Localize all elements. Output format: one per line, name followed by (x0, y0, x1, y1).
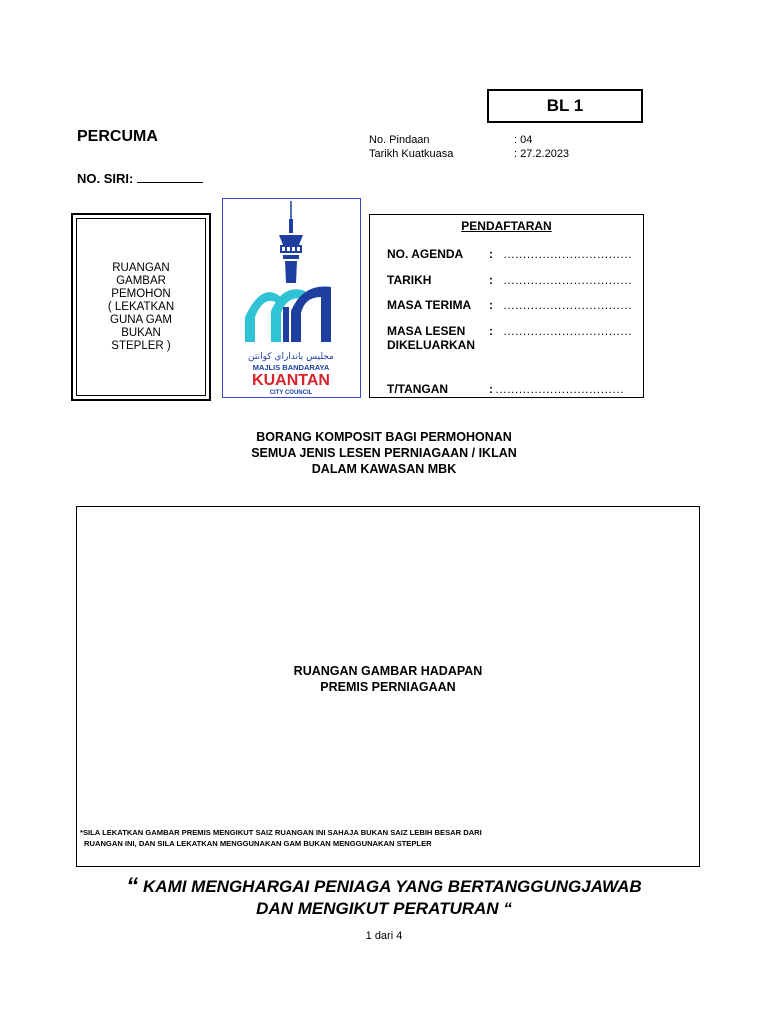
arches-icon (245, 287, 331, 343)
slogan-line2-wrap (0, 898, 768, 920)
form-heading-line3: DALAM KAWASAN MBK (311, 462, 457, 476)
logo-org-line3: CITY COUNCIL (269, 390, 313, 396)
form-code: BL 1 (546, 96, 584, 115)
registration-title: PENDAFTARAN (461, 219, 552, 233)
effective-date-value: : 27.2.2023 (514, 148, 570, 160)
applicant-photo-line: GAMBAR (116, 274, 166, 287)
amendment-label: No. Pindaan (369, 134, 430, 146)
registration-box (369, 214, 644, 398)
premises-photo-label-line1: RUANGAN GAMBAR HADAPAN (293, 664, 483, 678)
registration-blank[interactable]: …………………………… (503, 298, 632, 312)
form-heading (0, 429, 768, 477)
premises-photo-label-line2: PREMIS PERNIAGAAN (320, 680, 456, 694)
premises-photo-label (77, 663, 699, 695)
council-logo-box (222, 198, 361, 398)
free-label: PERCUMA (77, 128, 158, 145)
council-logo (223, 199, 360, 397)
tower-icon (279, 201, 303, 283)
premises-photo-note (80, 827, 482, 849)
applicant-photo-line: GUNA GAM (110, 313, 172, 326)
registration-label (387, 324, 475, 352)
slogan-line2: DAN MENGIKUT PERATURAN (256, 899, 499, 918)
amendment-value: : 04 (514, 134, 533, 146)
serial-number-label: NO. SIRI: (77, 171, 134, 186)
logo-arabic-text: مجليس بانداراي كوانتن (248, 352, 334, 362)
applicant-photo-line: STEPLER ) (111, 339, 171, 352)
form-heading-line2: SEMUA JENIS LESEN PERNIAGAAN / IKLAN (251, 446, 517, 460)
premises-photo-note-line1: *SILA LEKATKAN GAMBAR PREMIS MENGIKUT SAIZ RUANGAN INI SAHAJA BUKAN SAIZ LEBIH BESAR DARI (80, 828, 482, 837)
applicant-photo-line: ( LEKATKAN (107, 300, 175, 313)
premises-photo-box (76, 506, 700, 867)
effective-date-label: Tarikh Kuatkuasa (369, 148, 454, 160)
registration-blank[interactable]: …………………………… (503, 247, 632, 261)
registration-label: T/TANGAN (387, 382, 449, 396)
registration-colon: : (489, 298, 493, 312)
applicant-photo-box (71, 213, 211, 401)
registration-colon: : (489, 273, 493, 287)
registration-colon: : (489, 324, 493, 338)
registration-blank[interactable]: …………………………… (495, 382, 624, 396)
logo-org-line2: KUANTAN (252, 372, 330, 389)
registration-colon: : (489, 247, 493, 261)
slogan-close-quote: “ (503, 899, 512, 918)
registration-blank[interactable]: …………………………… (503, 324, 632, 338)
premises-photo-note-line2: RUANGAN INI, DAN SILA LEKATKAN MENGGUNAKAN GAM BUKAN MENGGUNAKAN STEPLER (84, 839, 432, 848)
registration-label: TARIKH (387, 273, 432, 287)
applicant-photo-inner (76, 218, 206, 396)
logo-org-line1: MAJLIS BANDARAYA (252, 363, 330, 372)
slogan (0, 873, 768, 920)
registration-colon: : (489, 382, 493, 396)
serial-number-blank (137, 170, 203, 183)
slogan-line1-wrap (0, 873, 768, 900)
applicant-photo-line: PEMOHON (111, 287, 171, 300)
applicant-photo-line: RUANGAN (112, 261, 170, 274)
registration-blank[interactable]: …………………………… (503, 273, 632, 287)
form-heading-line1: BORANG KOMPOSIT BAGI PERMOHONAN (256, 430, 512, 444)
registration-label-line2: DIKELUARKAN (387, 338, 475, 352)
applicant-photo-line: BUKAN (121, 326, 161, 339)
page-number: 1 dari 4 (365, 930, 403, 942)
registration-label: MASA TERIMA (387, 298, 472, 312)
serial-number (77, 170, 203, 186)
registration-label: NO. AGENDA (387, 247, 464, 261)
slogan-line1: KAMI MENGHARGAI PENIAGA YANG BERTANGGUNGJAWAB (143, 877, 642, 896)
slogan-open-quote: “ (126, 873, 139, 900)
form-code-box (487, 89, 643, 123)
registration-label-line1: MASA LESEN (387, 324, 466, 338)
